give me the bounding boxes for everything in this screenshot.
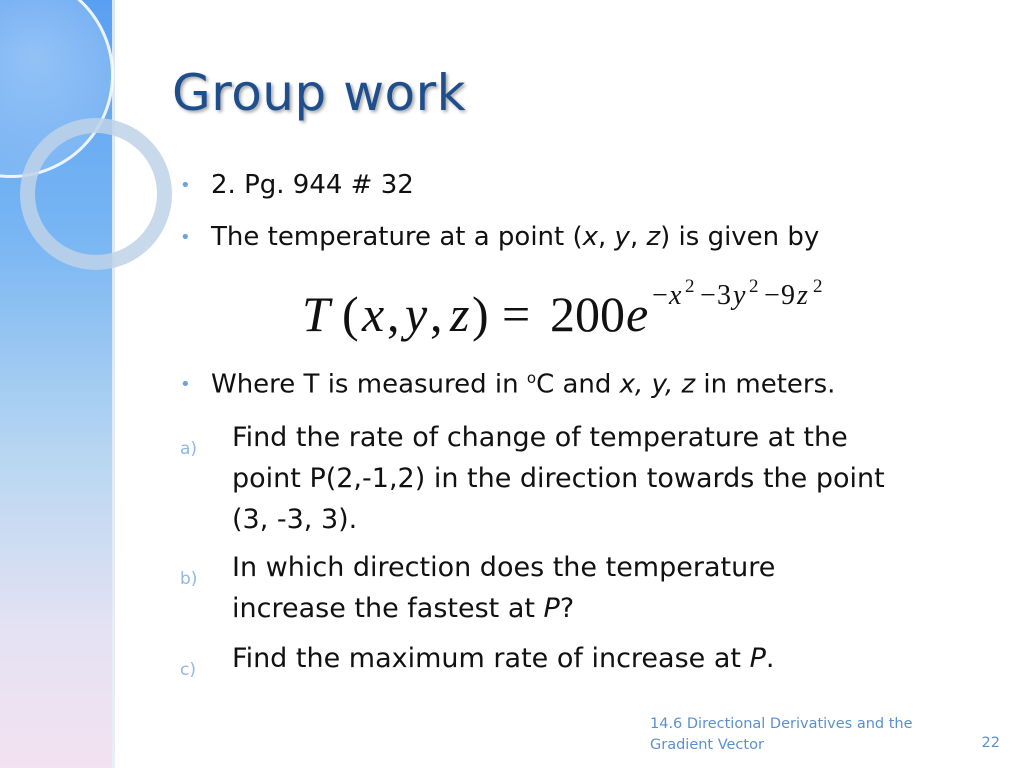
svg-text:y: y xyxy=(733,280,746,311)
sub-marker: c) xyxy=(180,660,196,680)
bullet-text: Where T is measured in $^o$C and x, y, z in meters. xyxy=(211,369,836,400)
svg-text:y: y xyxy=(405,286,428,342)
decorative-ring xyxy=(20,118,172,270)
svg-text:−: − xyxy=(764,280,780,311)
bullet-marker: • xyxy=(180,175,191,196)
svg-text:=: = xyxy=(502,286,531,342)
bullet-marker: • xyxy=(180,374,191,395)
svg-text:−: − xyxy=(700,280,716,311)
sub-item-text: Find the rate of change of temperature at the point P(2,-1,2) in the direction towards the point (3, -3, 3). xyxy=(232,422,885,535)
svg-text:z: z xyxy=(450,286,470,342)
sub-marker: b) xyxy=(180,569,198,589)
svg-text:e: e xyxy=(626,286,649,342)
svg-text:,: , xyxy=(387,286,400,342)
slide-title: Group work xyxy=(172,64,467,122)
svg-text:): ) xyxy=(472,286,489,342)
sub-item-text: Find the maximum rate of increase at P. xyxy=(232,643,775,674)
svg-text:−: − xyxy=(652,280,668,311)
bullet-marker: • xyxy=(180,227,191,248)
svg-text:2: 2 xyxy=(749,276,759,297)
svg-text:2: 2 xyxy=(813,276,823,297)
sub-marker: a) xyxy=(180,439,198,459)
svg-text:T: T xyxy=(302,286,330,342)
svg-text:200: 200 xyxy=(550,286,625,342)
svg-text:2: 2 xyxy=(685,276,695,297)
decorative-band-edge xyxy=(112,0,115,768)
svg-text:9: 9 xyxy=(781,280,795,311)
svg-text:,: , xyxy=(430,286,443,342)
temperature-equation xyxy=(302,275,862,355)
svg-text:3: 3 xyxy=(717,280,731,311)
footer-section-title: 14.6 Directional Derivatives and the Gradient Vector xyxy=(650,716,913,753)
svg-text:x: x xyxy=(362,286,385,342)
svg-text:(: ( xyxy=(342,286,359,342)
svg-text:z: z xyxy=(797,280,808,311)
bullet-text: The temperature at a point (x, y, z) is given by xyxy=(211,222,820,252)
sub-item-text: In which direction does the temperature increase the fastest at P? xyxy=(232,552,776,624)
slide-number: 22 xyxy=(981,735,1000,751)
bullet-text: 2. Pg. 944 # 32 xyxy=(211,170,414,200)
svg-text:x: x xyxy=(669,280,682,311)
